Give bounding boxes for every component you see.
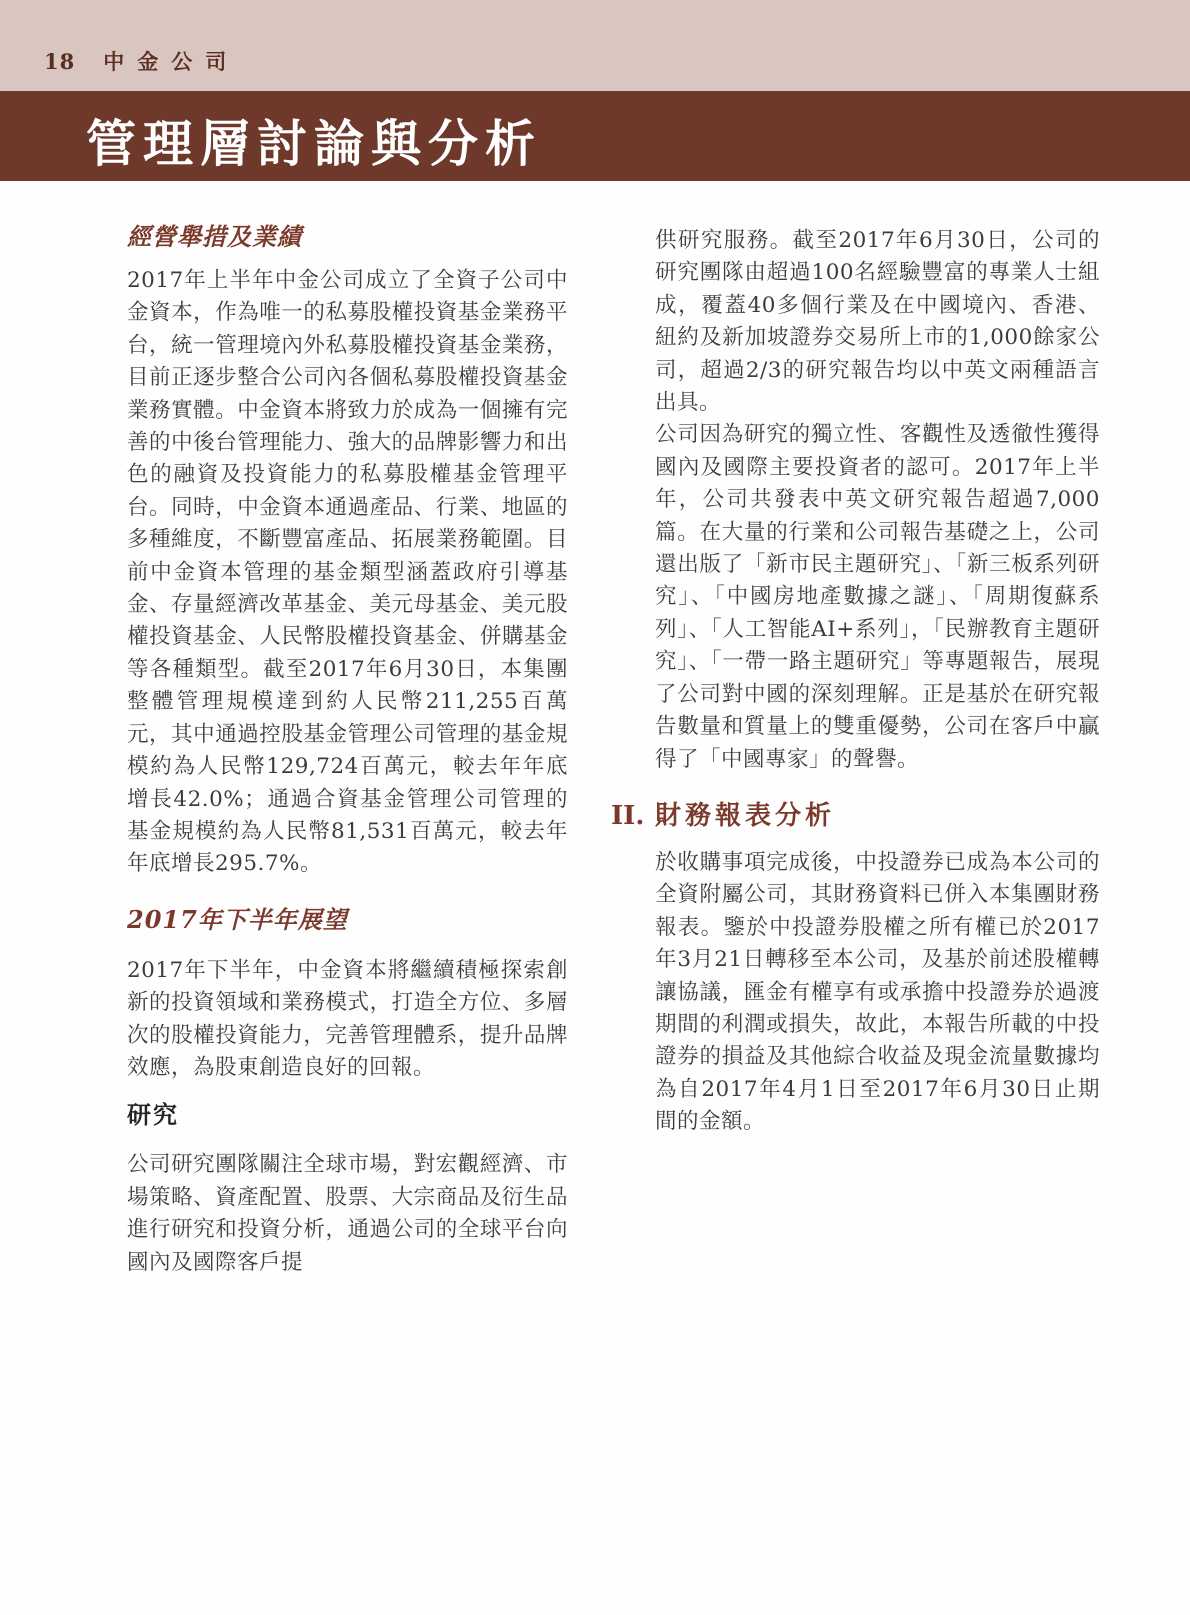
- page-number: 18: [44, 49, 76, 74]
- page-title: 管理層討論與分析: [86, 114, 542, 173]
- page-header: [44, 46, 239, 76]
- right-column: [611, 225, 1100, 1139]
- paragraph-research-part2: 供研究服務。截至2017年6月30日，公司的研究團隊由超過100名經驗豐富的專業人士組成，覆蓋40多個行業及在中國境內、香港、紐約及新加坡證券交易所上市的1,000餘家公司，超過2/3的研究報告均以中英文兩種語言出具。: [655, 228, 1100, 416]
- paragraph-research-reports: 公司因為研究的獨立性、客觀性及透徹性獲得國內及國際主要投資者的認可。2017年上半年，公司共發表中英文研究報告超過7,000篇。在大量的行業和公司報告基礎之上，公司還出版了「新市民主題研究」、「新三板系列研究」、「中國房地產數據之謎」、「周期復蘇系列」、「人工智能AI+系列」，「民辦教育主題研究」、「一帶一路主題研究」等專題報告，展現了公司對中國的深刻理解。正是基於在研究報告數量和質量上的雙重優勢，公司在客戶中贏得了「中國專家」的聲譽。: [655, 422, 1100, 772]
- section-title: 財務報表分析: [655, 800, 836, 831]
- section-heading-operating-initiatives: 經營舉措及業績: [127, 222, 302, 251]
- paragraph-outlook: 2017年下半年，中金資本將繼續積極探索創新的投資領域和業務模式，打造全方位、多層次的股權投資能力，完善管理體系，提升品牌效應，為股東創造良好的回報。: [127, 957, 568, 1080]
- title-banner: [0, 91, 1190, 181]
- paragraph-research-part1: 公司研究團隊關注全球市場，對宏觀經濟、市場策略、資產配置、股票、大宗商品及衍生品進行研究和投資分析，通過公司的全球平台向國內及國際客戶提: [127, 1152, 568, 1275]
- section-heading-outlook: 2017年下半年展望: [127, 904, 348, 934]
- section-heading-research: 研究: [127, 1100, 179, 1130]
- section-number: II.: [611, 800, 645, 831]
- paragraph-financial-analysis: 於收購事項完成後，中投證券已成為本公司的全資附屬公司，其財務資料已併入本集團財務報表。鑒於中投證券股權之所有權已於2017年3月21日轉移至本公司，及基於前述股權轉讓協議，匯金有權享有或承擔中投證券於過渡期間的利潤或損失，故此，本報告所載的中投證券的損益及其他綜合收益及現金流量數據均為自2017年4月1日至2017年6月30日止期間的金額。: [655, 849, 1100, 1135]
- section-heading-financial-analysis: [611, 799, 1100, 833]
- brand-name: 中金公司: [103, 49, 240, 74]
- paragraph-operating-initiatives: 2017年上半年中金公司成立了全資子公司中金資本，作為唯一的私募股權投資基金業務平台，統一管理境內外私募股權投資基金業務，目前正逐步整合公司內各個私募股權投資基金業務實體。中金資本將致力於成為一個擁有完善的中後台管理能力、強大的品牌影響力和出色的融資及投資能力的私募股權基金管理平台。同時，中金資本通過產品、行業、地區的多種維度，不斷豐富產品、拓展業務範圍。目前中金資本管理的基金類型涵蓋政府引導基金、存量經濟改革基金、美元母基金、美元股權投資基金、人民幣股權投資基金、併購基金等各種類型。截至2017年6月30日，本集團整體管理規模達到約人民幣211,255百萬元，其中通過控股基金管理公司管理的基金規模約為人民幣129,724百萬元，較去年年底增長42.0%；通過合資基金管理公司管理的基金規模約為人民幣81,531百萬元，較去年年底增長295.7%。: [127, 268, 568, 877]
- left-column: [127, 223, 568, 1279]
